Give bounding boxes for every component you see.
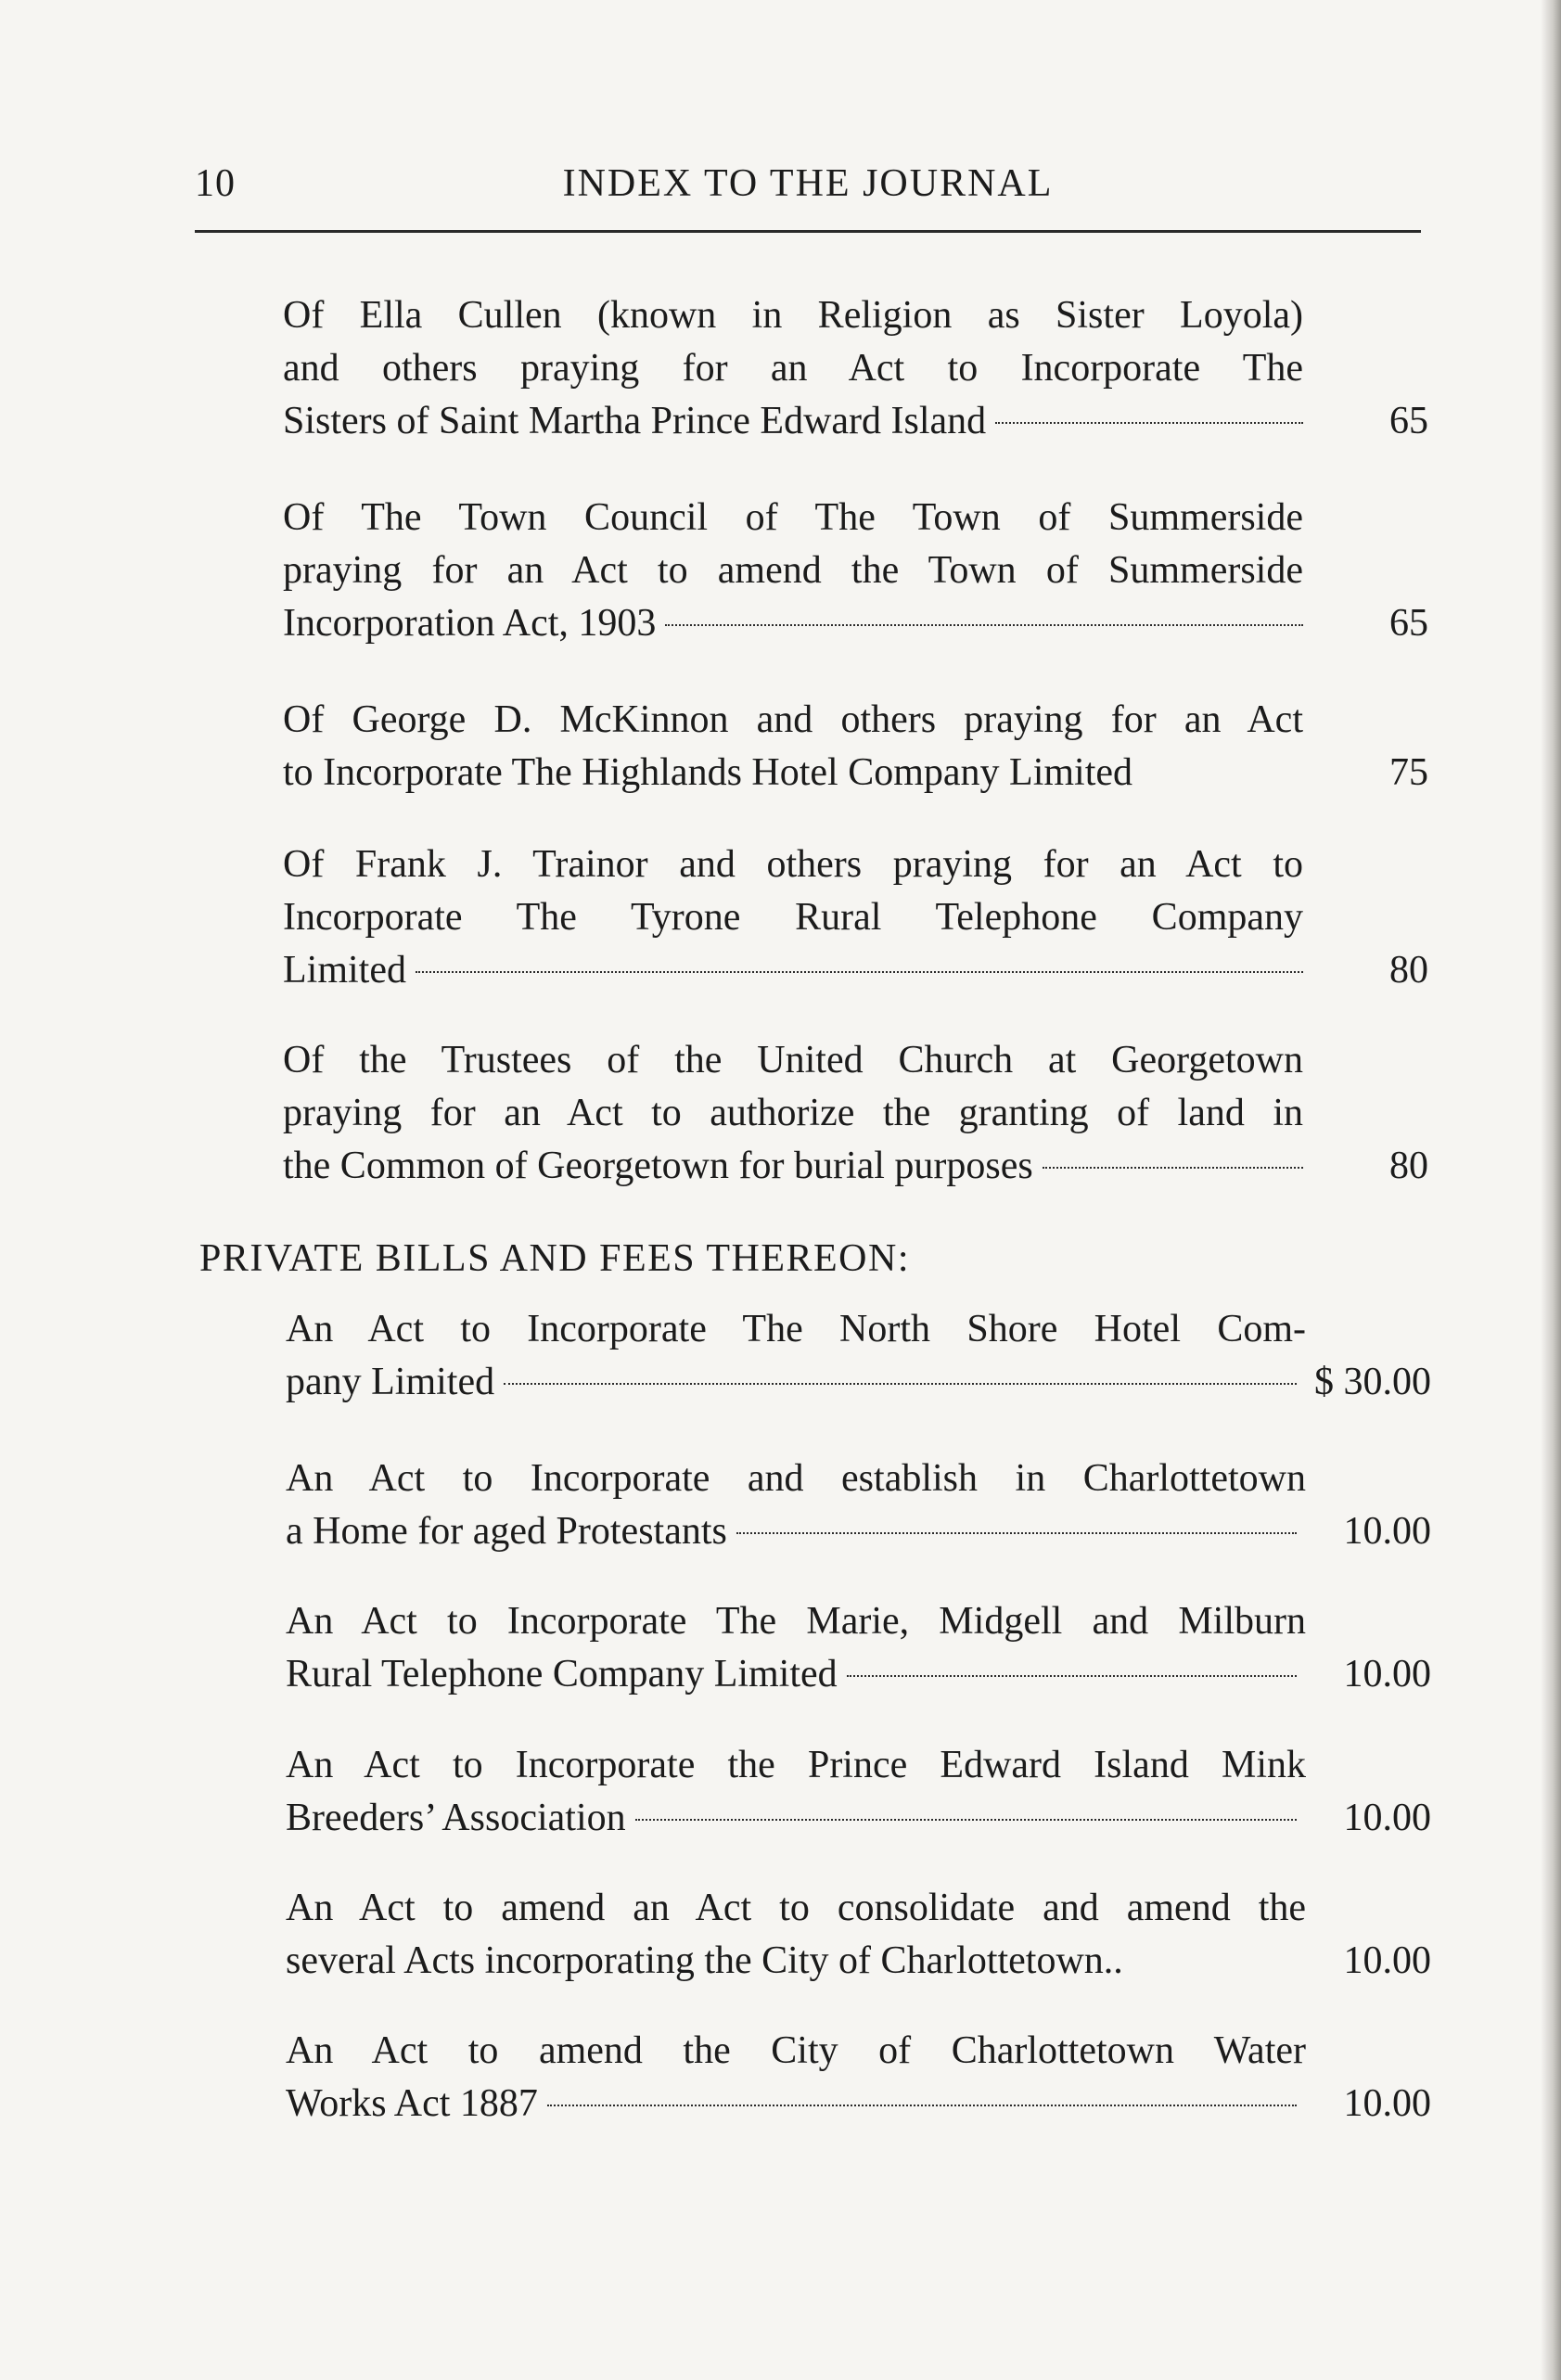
entry-line: An Act to Incorporate The Marie, Midgell and Milburn [286,1600,1306,1643]
entry-line: Breeders’ Association [286,1797,626,1839]
entry-last-line [286,1505,1431,1558]
fee-amount: 10.00 [1343,1653,1431,1695]
bill-entry [286,1303,1431,1409]
entry-line: Limited [283,949,406,992]
bill-entry [286,1452,1431,1558]
entry-last-line [283,597,1428,650]
page-reference: 75 [1389,751,1428,794]
dot-leader [736,1532,1297,1534]
page-reference: 65 [1389,602,1428,645]
petition-entry [283,492,1428,650]
dot-leader [416,971,1303,973]
entry-line: to Incorporate The Highlands Hotel Company Limited [283,751,1133,794]
page-reference: 65 [1389,400,1428,442]
entry-last-line [286,1356,1431,1409]
entry-line: pany Limited [286,1361,495,1403]
bill-entry [286,1882,1431,1988]
entry-last-line [283,1140,1428,1193]
entry-line: Of Ella Cullen (known in Religion as Sister Loyola) [283,294,1303,337]
fee-amount: 10.00 [1343,1939,1431,1982]
dot-leader [504,1383,1297,1385]
page-reference: 80 [1389,949,1428,992]
entry-line: Of Frank J. Trainor and others praying for an Act to [283,843,1303,886]
entry-line: Works Act 1887 [286,2082,538,2125]
entry-line: praying for an Act to amend the Town of Summerside [283,549,1303,592]
section-heading: PRIVATE BILLS AND FEES THEREON: [199,1237,911,1280]
entry-line: praying for an Act to authorize the granting of land in [283,1092,1303,1134]
running-title: INDEX TO THE JOURNAL [562,162,1054,205]
entry-line: Incorporate The Tyrone Rural Telephone Company [283,896,1303,939]
petition-entry [283,289,1428,448]
page-edge-shadow [1541,0,1561,2380]
entry-line: An Act to Incorporate The North Shore Hotel Com- [286,1308,1306,1350]
entry-last-line [283,395,1428,448]
dot-leader [995,422,1303,424]
petition-entry [283,838,1428,997]
fee-amount: 10.00 [1343,1510,1431,1553]
dot-leader [665,624,1303,626]
bill-entry [286,1595,1431,1701]
entry-line: and others praying for an Act to Incorporate The [283,347,1303,390]
entry-line: An Act to amend an Act to consolidate and amend the [286,1887,1306,1929]
entry-line: An Act to Incorporate and establish in Charlottetown [286,1457,1306,1500]
entry-last-line [286,1648,1431,1701]
bill-entry [286,2025,1431,2130]
entry-line: Of the Trustees of the United Church at Georgetown [283,1039,1303,1081]
entry-line: the Common of Georgetown for burial purposes [283,1145,1033,1187]
bill-entry [286,1739,1431,1845]
fee-amount: $ 30.00 [1314,1361,1431,1403]
entry-line: Of George D. McKinnon and others praying for an Act [283,698,1303,741]
entry-last-line [283,944,1428,997]
entry-line: Sisters of Saint Martha Prince Edward Island [283,400,987,442]
page-reference: 80 [1389,1145,1428,1187]
entry-last-line [283,747,1428,800]
page-header [195,156,1421,233]
fee-amount: 10.00 [1343,2082,1431,2125]
entry-line: Incorporation Act, 1903 [283,602,657,645]
petition-entry [283,1034,1428,1193]
dot-leader [1043,1167,1303,1169]
entry-last-line [286,1935,1431,1988]
entry-line: Rural Telephone Company Limited [286,1653,838,1695]
petition-entry [283,694,1428,800]
dot-leader [635,1819,1297,1821]
entry-line: Of The Town Council of The Town of Summerside [283,496,1303,539]
entry-line: several Acts incorporating the City of Charlottetown.. [286,1939,1123,1982]
page-number: 10 [195,162,236,205]
dot-leader [547,2105,1297,2106]
entry-line: An Act to Incorporate the Prince Edward Island Mink [286,1744,1306,1786]
entry-last-line [286,1792,1431,1845]
fee-amount: 10.00 [1343,1797,1431,1839]
entry-line: a Home for aged Protestants [286,1510,727,1553]
dot-leader [847,1675,1297,1677]
entry-last-line [286,2078,1431,2130]
entry-line: An Act to amend the City of Charlottetown Water [286,2029,1306,2072]
